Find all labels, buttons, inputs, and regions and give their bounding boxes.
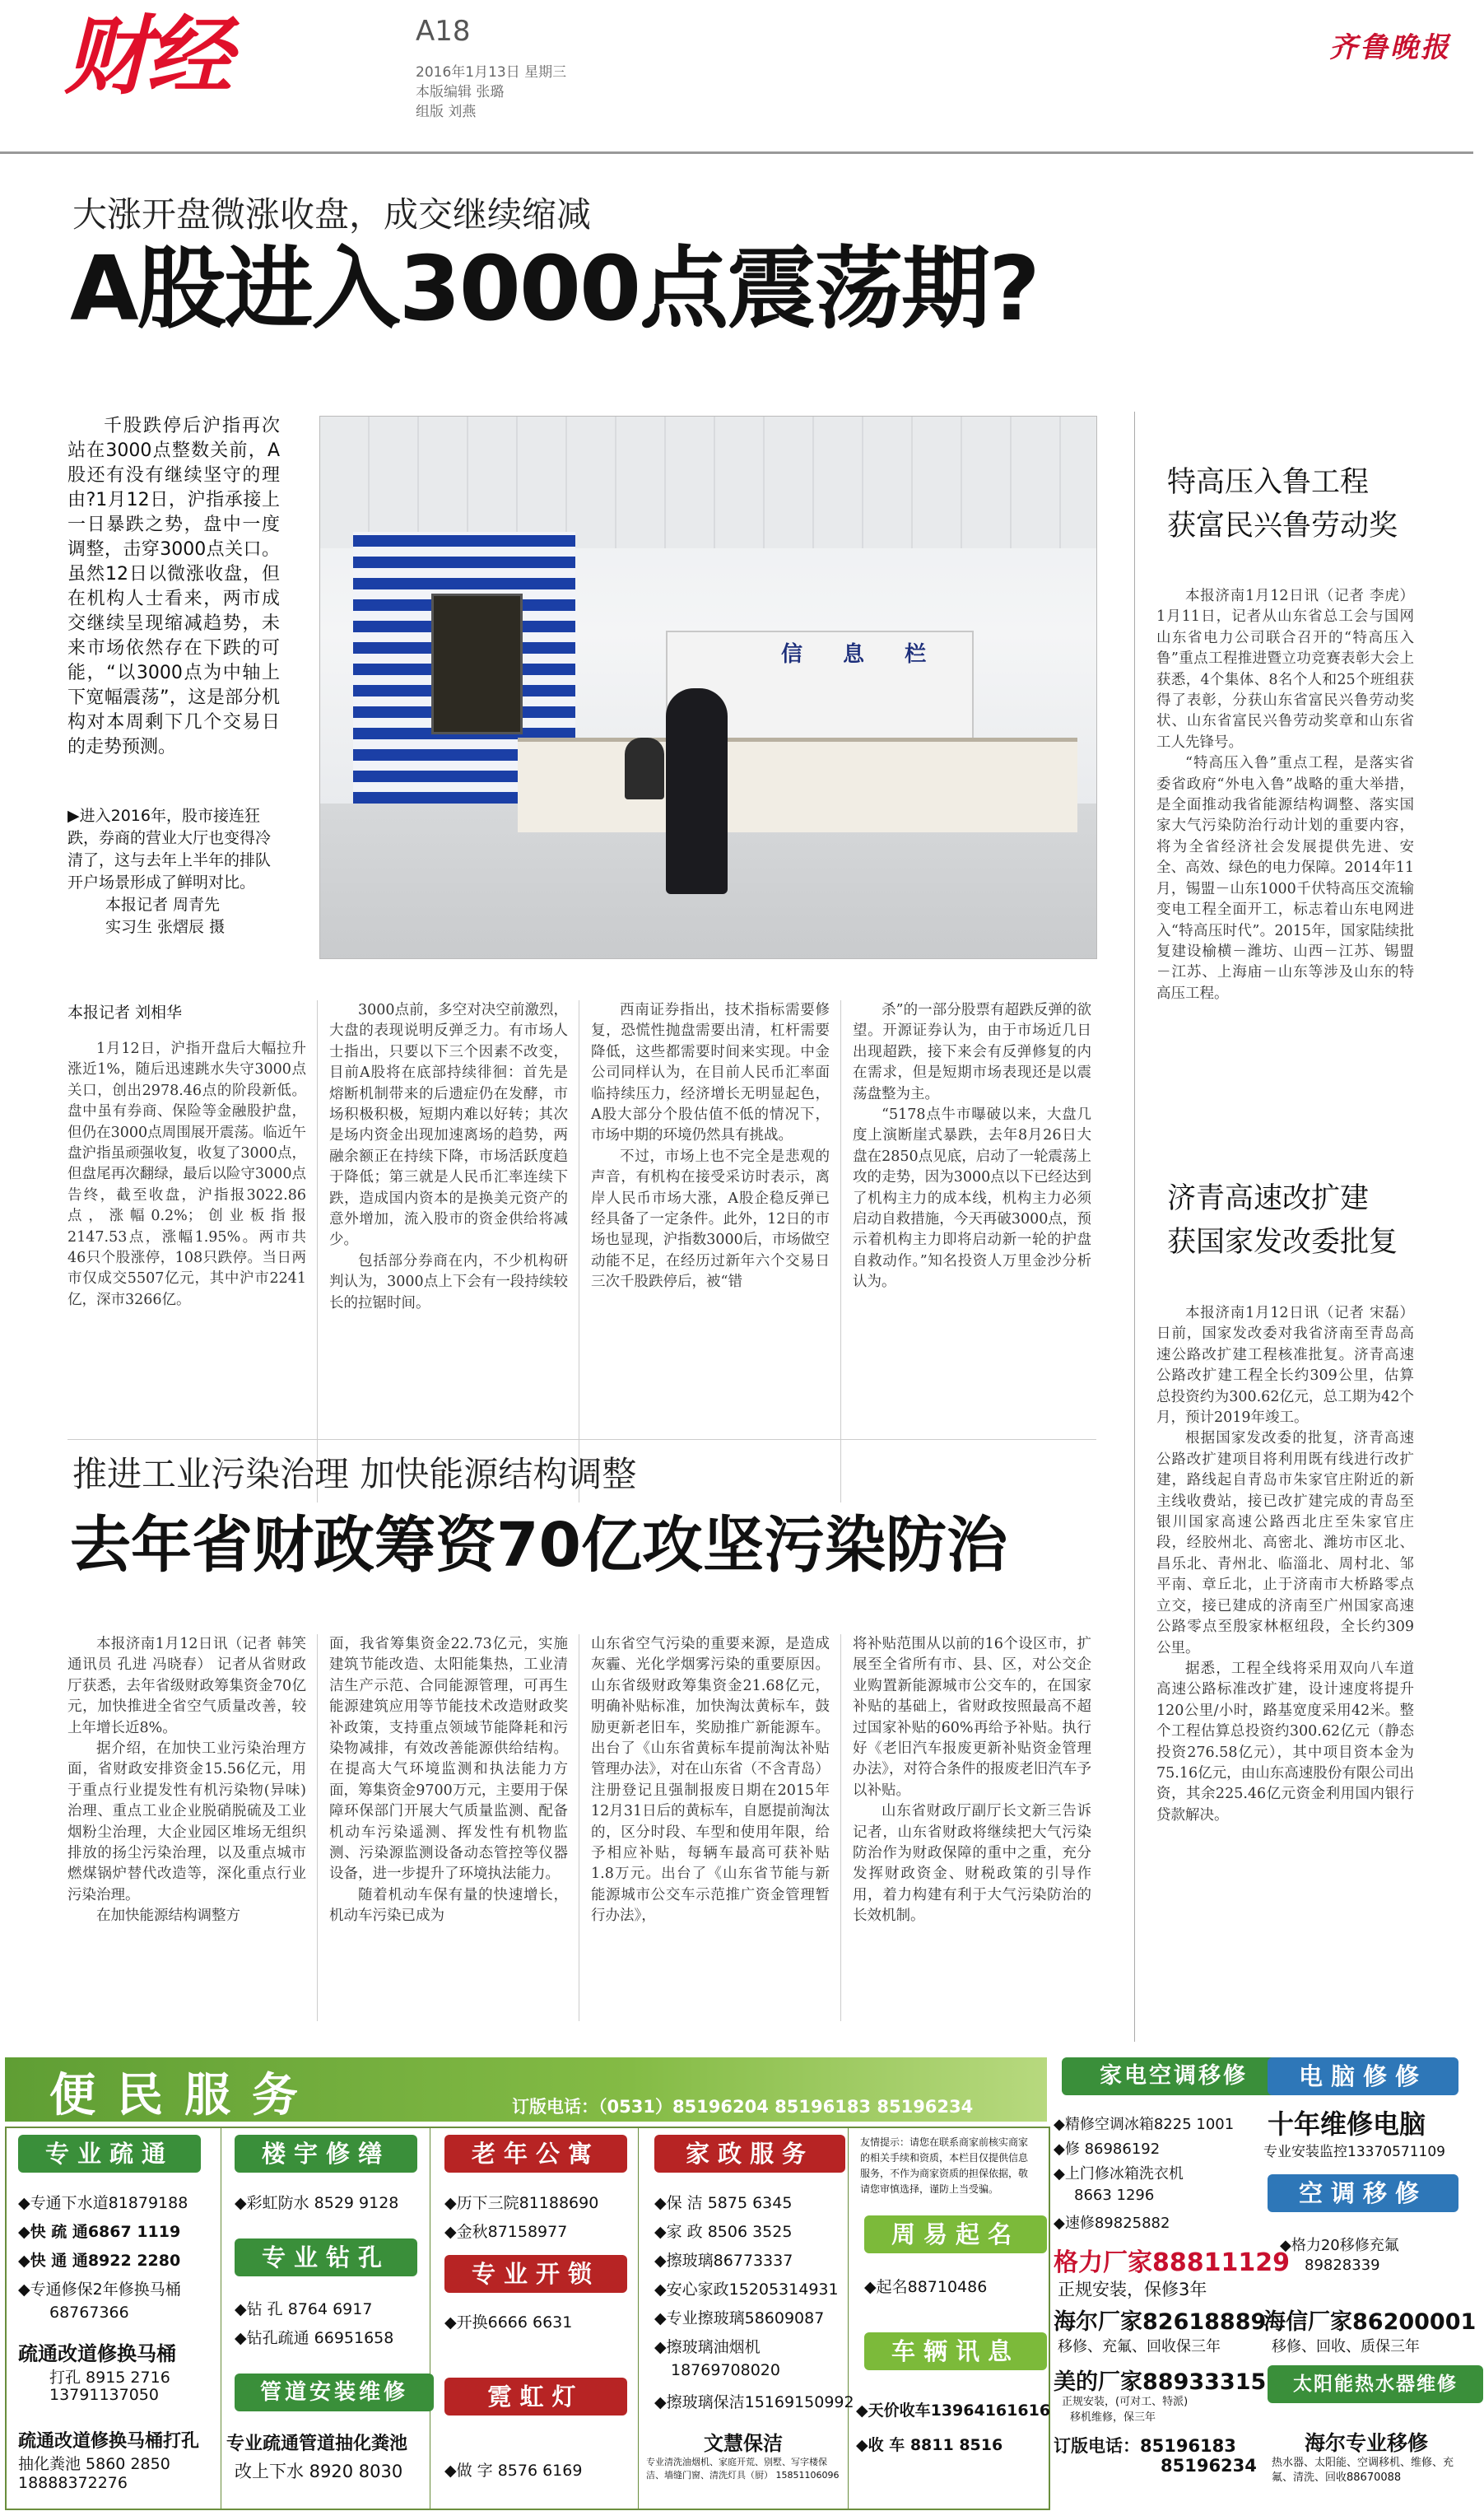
ad-meidi-sub2: 移机维修，保三年 bbox=[1070, 2411, 1156, 2424]
ad-wenhui: 文慧保洁 bbox=[704, 2432, 783, 2455]
story1-kicker: 大涨开盘微涨收盘，成交继续缩减 bbox=[72, 194, 592, 235]
ad-shutong-3: ◆快 通 通8922 2280 bbox=[18, 2252, 181, 2270]
ad-guandao-big: 专业疏通管道抽化粪池 bbox=[226, 2434, 408, 2454]
col-paragraph: 随着机动车保有量的快速增长，机动车污染已成为 bbox=[329, 1886, 568, 1925]
col-paragraph: 不过，市场上也不完全是悲观的声音，有机构在接受采访时表示，离岸人民币市场大涨，A股企稳反弹已经具备了一定条件。此外，12日的市场也显现，沪指数3000后，市场做空动能不足，在经历过新年六个交易日三次千股跌停后，被“错 bbox=[591, 1148, 830, 1291]
ad-kaisuo-1: ◆开换6666 6631 bbox=[444, 2313, 573, 2332]
ad-jiazheng-5: ◆专业擦玻璃58609087 bbox=[654, 2309, 825, 2327]
ad-jiadian-5: ◆速修89825882 bbox=[1054, 2215, 1170, 2232]
ad-col-rule bbox=[848, 2127, 849, 2509]
ad-shutong-2: ◆快 疏 通6867 1119 bbox=[18, 2223, 181, 2241]
col-paragraph: 将补贴范围从以前的16个设区市，扩展至全省所有市、县、区，对公交企业购置新能源城市公交车的，在国家补贴的基础上，省财政按照最高不超过国家补贴的60%再给予补贴。执行好《老旧汽车报废更新补贴资金管理办法》，对符合条件的报废老旧汽车予以补贴。 bbox=[853, 1636, 1091, 1799]
story1-col2 bbox=[329, 1000, 568, 1502]
tag-jiadian: 家电空调移修 bbox=[1062, 2057, 1286, 2095]
story2-col4 bbox=[853, 1634, 1091, 2025]
ad-geli-big: 格力厂家88811129 bbox=[1054, 2248, 1290, 2277]
side2-body bbox=[1156, 1303, 1414, 2020]
ad-nihong-1: ◆做 字 8576 6169 bbox=[444, 2462, 583, 2480]
caption-text: ▶进入2016年，股市接连狂跌，券商的营业大厅也变得冷清了，这与去年上半年的排队开户场景形成了鲜明对比。 bbox=[67, 807, 272, 892]
column-rule bbox=[840, 1000, 841, 1502]
ad-laonian-1: ◆历下三院81188690 bbox=[444, 2194, 599, 2212]
column-rule bbox=[317, 1634, 318, 2021]
ad-shutong-bottom: 疏通改道修换马桶打孔 bbox=[18, 2431, 200, 2452]
section-title: 财经 bbox=[64, 6, 230, 106]
photo-ceiling bbox=[320, 417, 1096, 548]
side-column-rule bbox=[1134, 412, 1135, 2042]
col-paragraph: 山东省空气污染的重要来源，是造成灰霾、光化学烟雾污染的重要原因。山东省级财政筹集资金21.68亿元，明确补贴标准，加快淘汰黄标车，鼓励更新老旧车，奖励推广新能源车。出台了《山东省黄标车提前淘汰补贴管理办法》，对在山东省（不含青岛）注册登记且强制报废日期在2015年12月31日后的黄标车，自愿提前淘汰的，区分时段、车型和使用年限，给予相应补贴，每辆车最高可获补贴1.8万元。出台了《山东省节能与新能源城市公交车示范推广资金管理暂行办法》， bbox=[591, 1636, 830, 1925]
ad-jiazheng-1: ◆保 洁 5875 6345 bbox=[654, 2194, 793, 2212]
ad-haixin-sub: 移修、回收、质保三年 bbox=[1272, 2338, 1420, 2355]
order-phone: 订版电话：（0531）85196204 85196183 85196234 bbox=[512, 2097, 974, 2117]
col-paragraph: 1月12日，沪指开盘后大幅拉升涨近1%，随后迅速跳水失守3000点关口，创出2978.46点的阶段新低。盘中虽有券商、保险等金融股护盘，但仍在3000点周围展开震荡。临近午盘沪指虽顽强收复，收复了3000点，但盘尾再次翻绿，最后以险守3000点告终，截至收盘，沪指报3022.86点，涨幅0.2%；创业板指报2147.53点，涨幅1.95%。两市共46只个股涨停，108只跌停。当日两市仅成交5507亿元，其中沪市2241亿，深市3266亿。 bbox=[67, 1041, 306, 1308]
tag-zhoumo: 周易起名 bbox=[864, 2215, 1047, 2253]
photo-credit-1: 本报记者 周青先 bbox=[105, 896, 221, 914]
ad-shutong-big3: 13791137050 bbox=[49, 2386, 159, 2404]
side2-paragraph: 据悉，工程全线将采用双向八车道高速公路标准改扩建，设计速度将提升120公里/小时，路基宽度采用42米。整个工程估算总投资约300.62亿元（静态投资276.58亿元），其中项目资本金为75.16亿元，由山东高速股份有限公司出资，其余225.46亿元资金利用国内银行贷款解决。 bbox=[1156, 1660, 1414, 1824]
photo-caption bbox=[67, 805, 281, 939]
photo-counter bbox=[518, 738, 1077, 832]
newspaper-logo: 齐鲁晚报 bbox=[1329, 31, 1451, 64]
side1-title-line1: 特高压入鲁工程 bbox=[1167, 466, 1370, 499]
ad-diannao-sub: 专业安装监控13370571109 bbox=[1263, 2144, 1445, 2160]
col-paragraph: “5178点牛市曝破以来，大盘几度上演断崖式暴跌，去年8月26日大盘在2850点见底，启动了一轮震荡上攻的走势，因为3000点以下已经达到了机构主力的成本线，机构主力必须启动自救措施，今天再破3000点，预示着机构主力即将启动新一轮的护盘自救动作。”知名投资人万里金沙分析认为。 bbox=[853, 1106, 1091, 1291]
ad-jiazheng-3: ◆擦玻璃86773337 bbox=[654, 2252, 793, 2270]
ad-shutong-1: ◆专通下水道81879188 bbox=[18, 2194, 188, 2212]
ad-qiming-1: ◆起名88710486 bbox=[864, 2278, 988, 2296]
photo-customer bbox=[666, 688, 728, 894]
ad-haixin-big: 海信厂家86200001 bbox=[1263, 2309, 1477, 2335]
ad-shutong-big: 疏通改道修换马桶 bbox=[18, 2342, 176, 2365]
ad-guandao-big2: 改上下水 8920 8030 bbox=[235, 2462, 403, 2481]
story2-kicker: 推进工业污染治理 加快能源结构调整 bbox=[72, 1454, 637, 1494]
side1-title bbox=[1167, 461, 1398, 547]
ad-cheliang-1: ◆天价收车13964161616 bbox=[856, 2402, 1051, 2420]
ad-dingban: 订版电话：85196183 bbox=[1054, 2436, 1236, 2456]
photo-clerk bbox=[625, 738, 664, 799]
col-paragraph: 面，我省筹集资金22.73亿元，实施建筑节能改造、太阳能集热，工业清洁生产示范、合同能源管理，可再生能源建筑应用等节能技术改造财政奖补政策，支持重点领域节能降耗和污染物减排，有效改善能源供给结构。在提高大气环境监测和执法能力方面，筹集资金9700万元，主要用于保障环保部门开展大气质量监测、配备机动车污染遥测、挥发性有机物监测、污染源监测设备动态管控等仪器设备，进一步提升了环境执法能力。 bbox=[329, 1636, 568, 1883]
story2-col3 bbox=[591, 1634, 830, 2025]
col-paragraph: 据介绍，在加快工业污染治理方面，省财政安排资金15.56亿元，用于重点行业提发性有机污染物(异味)治理、重点工业企业脱硝脱硫及工业烟粉尘治理，大企业园区堆场无组织排放的扬尘污染治理，以及重点城市燃煤锅炉替代改造等，深化重点行业污染治理。 bbox=[67, 1740, 306, 1903]
ad-zuankong-2: ◆钻孔疏通 66951658 bbox=[235, 2329, 394, 2347]
ad-jiadian-1: ◆精修空调冰箱8225 1001 bbox=[1054, 2116, 1235, 2133]
ad-dingban2: 85196234 bbox=[1161, 2456, 1257, 2476]
ad-jiadian-2: ◆修 86986192 bbox=[1054, 2141, 1161, 2158]
issue-date: 2016年1月13日 星期三 bbox=[416, 64, 567, 81]
side1-body bbox=[1156, 586, 1414, 1130]
ad-meidi-sub: 正规安装，(可对工、特派) bbox=[1062, 2396, 1189, 2408]
ad-jiadian-3: ◆上门修冰箱洗衣机 bbox=[1054, 2165, 1184, 2183]
ad-col-rule bbox=[638, 2127, 639, 2509]
tag-laonian: 老年公寓 bbox=[444, 2135, 627, 2173]
tag-kaisuo: 专业开锁 bbox=[444, 2255, 627, 2293]
tag-jiazheng: 家政服务 bbox=[654, 2135, 845, 2173]
ad-cheliang-2: ◆收 车 8811 8516 bbox=[856, 2436, 1003, 2454]
ad-diannao-big: 十年维修电脑 bbox=[1268, 2108, 1426, 2140]
side2-paragraph: 本报济南1月12日讯（记者 宋磊） 日前，国家发改委对我省济南至青岛高速公路改扩建工程核准批复。济青高速公路改扩建工程全长约309公里，估算总投资约为300.62亿元，总工期为42个月，预计2019年竣工。 bbox=[1156, 1305, 1414, 1427]
side1-paragraph: 本报济南1月12日讯（记者 李虎） 1月11日，记者从山东省总工会与国网山东省电力公司联合召开的“特高压入鲁”重点工程推进暨立功竞赛表彰大会上获悉，4个集体、8名个人和25个班组获得了表彰，分获山东省富民兴鲁劳动奖状、山东省富民兴鲁劳动奖章和山东省工人先锋号。 bbox=[1156, 588, 1414, 751]
story1-headline: A股进入3000点震荡期? bbox=[70, 238, 1039, 341]
ad-jiadian-4: 8663 1296 bbox=[1074, 2187, 1155, 2204]
ad-haier-sub: 移修、充氟、回收保三年 bbox=[1058, 2338, 1221, 2355]
ad-jiazheng-4: ◆安心家政15205314931 bbox=[654, 2280, 839, 2299]
editor-credit: 本版编辑 张璐 bbox=[416, 84, 505, 100]
tag-kongtiao: 空调移修 bbox=[1268, 2174, 1458, 2212]
tag-guandao: 管道安装维修 bbox=[235, 2374, 434, 2411]
photo-credit-2: 实习生 张熠辰 摄 bbox=[105, 918, 226, 936]
story2-col2 bbox=[329, 1634, 568, 2025]
ad-shutong-5: 68767366 bbox=[49, 2304, 129, 2322]
col-paragraph: 本报济南1月12日讯（记者 韩笑 通讯员 孔进 冯晓春） 记者从省财政厅获悉，去年省级财政筹集资金70亿元，加快推进全省空气质量改善，较上年增长近8%。 bbox=[67, 1636, 306, 1736]
story1-col3 bbox=[591, 1000, 830, 1502]
masthead-rule bbox=[0, 151, 1473, 154]
tag-louyu: 楼宇修缮 bbox=[235, 2135, 417, 2173]
ad-wenhui-sub: 专业清洗油烟机、家庭开荒、别墅、写字楼保洁、墙缝门窗、清洗灯具（厨） 15851106096 bbox=[646, 2457, 840, 2481]
photo-screen bbox=[431, 594, 523, 734]
ad-jiazheng-7: 18769708020 bbox=[671, 2361, 780, 2379]
side2-paragraph: 根据国家发改委的批复，济青高速公路改扩建项目将利用既有线进行改扩建，路线起自青岛市朱家官庄附近的新主线收费站，接已改扩建完成的青岛至银川国家高速公路西北庄至朱家官庄段，经胶州北、高密北、潍坊市区北、昌乐北、青州北、临淄北、周村北、邹平南、章丘北，止于济南市大桥路零点立交，接已建成的济南至广州国家高速公路零点至殷家林枢纽段，全长约309公里。 bbox=[1156, 1430, 1414, 1656]
story1-col1 bbox=[67, 1039, 306, 1500]
story1-lead bbox=[67, 414, 280, 760]
ad-shutong-4: ◆专通修保2年修换马桶 bbox=[18, 2280, 181, 2299]
ad-geli-sub: 正规安装，保修3年 bbox=[1058, 2280, 1207, 2299]
col-paragraph: 西南证券指出，技术指标需要修复，恐慌性抛盘需要出清，杠杆需要降低，这些都需要时间来实现。中金公司同样认为，在目前人民币汇率面临持续压力，经济增长无明显起色，A股大部分个股估值不低的情况下，市场中期的环境仍然具有挑战。 bbox=[591, 1002, 830, 1144]
ad-shutong-bottom2: 抽化粪池 5860 2850 bbox=[18, 2455, 170, 2473]
ad-notice: 友情提示：请您在联系商家前核实商家的相关手续和资质，本栏目仅提供信息服务，不作为商家资质的担保依据，敬请您审慎选择，谨防上当受骗。 bbox=[860, 2136, 1029, 2195]
lead-paragraph: 千股跌停后沪指再次站在3000点整数关前，A股还有没有继续坚守的理由?1月12日，沪指承接上一日暴跌之势，盘中一度调整，击穿3000点关口。虽然12日以微涨收盘，但在机构人士看来，两市成交继续呈现缩减趋势，未来市场依然存在下跌的可能，“以3000点为中轴上下宽幅震荡”，这是部分机构对本周剩下几个交易日的走势预测。 bbox=[67, 416, 280, 757]
story-divider bbox=[67, 1439, 1096, 1440]
ad-shutong-bottom3: 18888372276 bbox=[18, 2474, 128, 2492]
column-rule bbox=[840, 1634, 841, 2021]
photo-info-board-title: 信 息 栏 bbox=[781, 642, 943, 667]
side1-paragraph: “特高压入鲁”重点工程，是落实省委省政府“外电入鲁”战略的重大举措，是全面推动我省能源结构调整、落实国家大气污染防治行动计划的重要内容，将为全省经济社会发展提供先进、安全、高效、绿色的电力保障。2014年11月，锡盟－山东1000千伏特高压交流输变电工程全面开工，标志着山东电网进入“特高压时代”。2015年，国家陆续批复建设榆横－潍坊、山西－江苏、锡盟－江苏、上海庙－山东等涉及山东的特高压工程。 bbox=[1156, 755, 1414, 1002]
story1-byline: 本报记者 刘相华 bbox=[67, 1004, 183, 1022]
classifieds-banner-title: 便民服务 bbox=[49, 2068, 319, 2122]
side2-title bbox=[1167, 1177, 1398, 1264]
side1-title-line2: 获富民兴鲁劳动奖 bbox=[1167, 509, 1398, 543]
tag-cheliang: 车辆讯息 bbox=[864, 2332, 1047, 2370]
ad-jiazheng-6: ◆擦玻璃油烟机 bbox=[654, 2338, 761, 2356]
ad-jiazheng-8: ◆擦玻璃保洁15169150992 bbox=[654, 2393, 854, 2411]
ad-zuankong-1: ◆钻 孔 8764 6917 bbox=[235, 2300, 373, 2318]
ad-haier2-sub: 热水器、太阳能、空调移机、维修、充氟、清洗、回收88670088 bbox=[1272, 2457, 1454, 2484]
ad-jiazheng-2: ◆家 政 8506 3525 bbox=[654, 2223, 793, 2241]
classifieds-area bbox=[0, 2052, 1484, 2511]
story2-headline: 去年省财政筹资70亿攻坚污染防治 bbox=[70, 1510, 1007, 1581]
story1-col4 bbox=[853, 1000, 1091, 1502]
story1-photo bbox=[319, 416, 1097, 959]
story2-col1 bbox=[67, 1634, 306, 2025]
side2-title-line2: 获国家发改委批复 bbox=[1167, 1225, 1398, 1259]
tag-taiyang: 太阳能热水器维修 bbox=[1268, 2365, 1483, 2403]
tag-diannao: 电脑修修 bbox=[1268, 2057, 1458, 2095]
ad-shutong-big2: 打孔 8915 2716 bbox=[49, 2369, 170, 2387]
col-paragraph: 在加快能源结构调整方 bbox=[96, 1908, 240, 1925]
tag-shutong: 专业疏通 bbox=[18, 2135, 201, 2173]
col-paragraph: 包括部分券商在内，不少机构研判认为，3000点上下会有一段持续较长的拉锯时间。 bbox=[329, 1252, 568, 1311]
col-paragraph: 3000点前，多空对决空前激烈，大盘的表现说明反弹乏力。有市场人士指出，只要以下三个因素不改变，目前A股将在底部持续徘徊：首先是熔断机制带来的后遗症仍在发酵，市场积极积极，短期内难以好转；其次是场内资金出现加速离场的趋势，两融余额正在持续下降，市场活跃度趋于降低；第三就是人民币汇率连续下跌，造成国内资本的是换美元资产的意外增加，流入股市的资金供给将减少。 bbox=[329, 1002, 568, 1249]
ad-meidi-big: 美的厂家88933315 bbox=[1054, 2369, 1267, 2395]
ad-haier2-big: 海尔专业移修 bbox=[1305, 2431, 1429, 2455]
masthead-meta bbox=[416, 63, 566, 122]
ad-haier-big: 海尔厂家82618889 bbox=[1054, 2309, 1267, 2335]
col-paragraph: 山东省财政厅副厅长文新三告诉记者，山东省财政将继续把大气污染防治作为财政保障的重中之重，充分发挥财政资金、财税政策的引导作用，着力构建有利于大气污染防治的长效机制。 bbox=[853, 1803, 1091, 1925]
column-rule bbox=[317, 1000, 318, 1502]
tag-zuankong: 专业钻孔 bbox=[235, 2238, 417, 2276]
page-number: A18 bbox=[416, 15, 471, 48]
tag-nihong: 霓虹灯 bbox=[444, 2378, 627, 2415]
layout-credit: 组版 刘燕 bbox=[416, 104, 477, 120]
ad-kongtiao-2: 89828339 bbox=[1305, 2257, 1380, 2274]
ad-kongtiao-1: ◆格力20移修充氟 bbox=[1280, 2237, 1399, 2254]
col-paragraph: 杀”的一部分股票有超跌反弹的欲望。开源证券认为，由于市场近几日出现超跌，接下来会有反弹修复的内在需求，但是短期市场表现还是以震荡盘整为主。 bbox=[853, 1002, 1091, 1102]
ad-laonian-2: ◆金秋87158977 bbox=[444, 2223, 568, 2241]
side2-title-line1: 济青高速改扩建 bbox=[1167, 1182, 1370, 1215]
ad-louyu-1: ◆彩虹防水 8529 9128 bbox=[235, 2194, 399, 2212]
